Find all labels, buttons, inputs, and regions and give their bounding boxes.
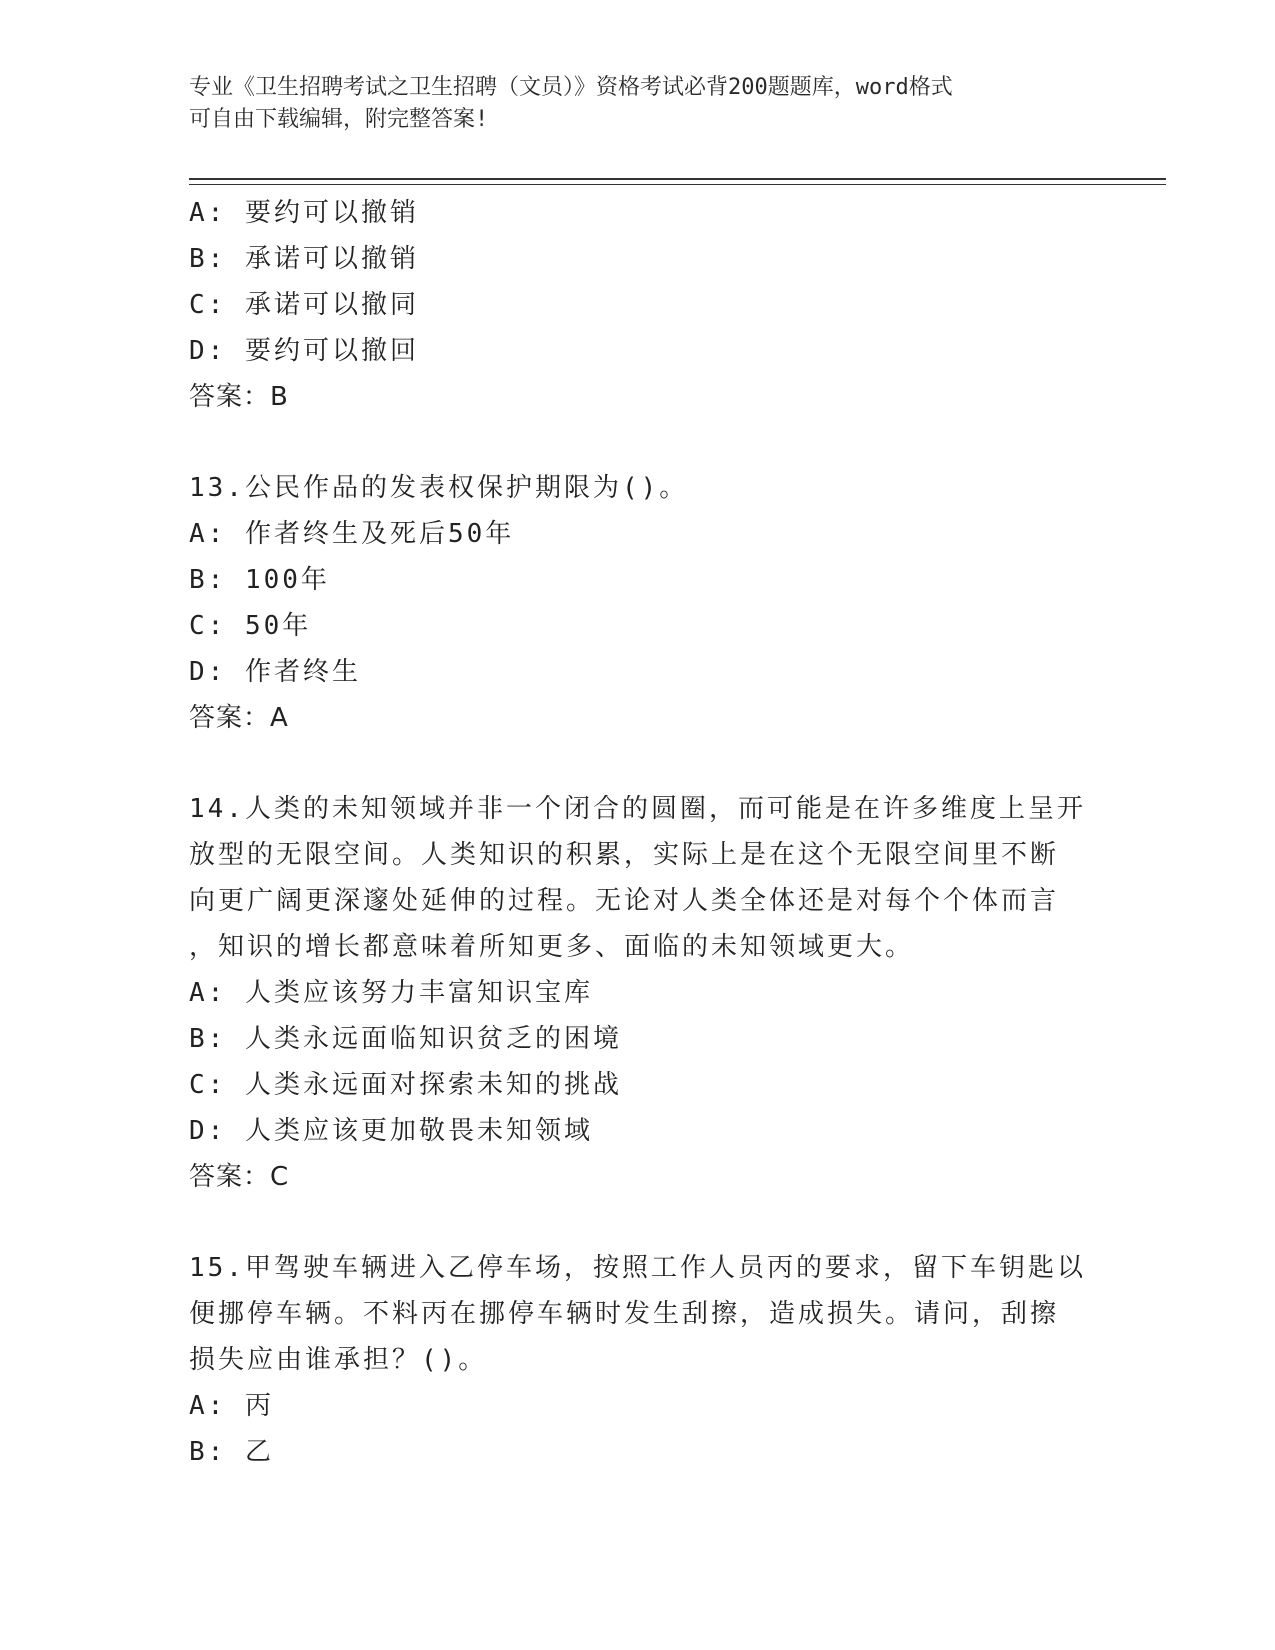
spacer	[189, 420, 1089, 465]
option-c: C: 人类永远面对探索未知的挑战	[189, 1070, 622, 1100]
option-d: D: 人类应该更加敬畏未知领域	[189, 1116, 593, 1146]
option-b: B: 承诺可以撤销	[189, 244, 419, 274]
option-b: B: 100年	[189, 565, 330, 595]
header-divider-thin	[189, 184, 1166, 185]
option-b: B: 人类永远面临知识贫乏的困境	[189, 1024, 622, 1054]
answer: 答案：B	[189, 382, 289, 412]
question-text-line: 损失应由谁承担？()。	[189, 1345, 488, 1375]
question-15	[189, 1245, 1089, 1475]
question-text	[189, 1245, 1089, 1383]
question-text: 13.公民作品的发表权保护期限为()。	[189, 473, 689, 503]
question-text-line: 14.人类的未知领域并非一个闭合的圆圈，而可能是在许多维度上呈开	[189, 794, 1086, 824]
question-text	[189, 786, 1089, 970]
option-a: A: 作者终生及死后50年	[189, 519, 515, 549]
option-d: D: 作者终生	[189, 657, 361, 687]
option-a: A: 丙	[189, 1391, 274, 1421]
question-12	[189, 190, 1089, 420]
answer: 答案：C	[189, 1162, 290, 1192]
question-list	[189, 190, 1089, 1475]
answer: 答案：A	[189, 703, 289, 733]
header-divider-thick	[189, 178, 1166, 180]
question-text-line: 放型的无限空间。人类知识的积累，实际上是在这个无限空间里不断	[189, 840, 1060, 870]
option-a: A: 要约可以撤销	[189, 198, 419, 228]
question-text-line: 向更广阔更深邃处延伸的过程。无论对人类全体还是对每个个体而言	[189, 886, 1060, 916]
option-d: D: 要约可以撤回	[189, 336, 419, 366]
spacer	[189, 741, 1089, 786]
option-b: B: 乙	[189, 1437, 274, 1467]
header-line-2: 可自由下载编辑，附完整答案!	[189, 107, 489, 132]
header-line-1: 专业《卫生招聘考试之卫生招聘（文员）》资格考试必背200题题库，word格式	[189, 75, 953, 100]
question-text-line: 便挪停车辆。不料丙在挪停车辆时发生刮擦，造成损失。请问，刮擦	[189, 1299, 1060, 1329]
option-a: A: 人类应该努力丰富知识宝库	[189, 978, 593, 1008]
spacer	[189, 1200, 1089, 1245]
question-14	[189, 786, 1089, 1200]
question-text-line: 15.甲驾驶车辆进入乙停车场，按照工作人员丙的要求，留下车钥匙以	[189, 1253, 1086, 1283]
question-13	[189, 465, 1089, 741]
question-text-line: ，知识的增长都意味着所知更多、面临的未知领域更大。	[189, 932, 915, 962]
document-header	[189, 72, 1069, 136]
option-c: C: 承诺可以撤同	[189, 290, 419, 320]
option-c: C: 50年	[189, 611, 312, 641]
